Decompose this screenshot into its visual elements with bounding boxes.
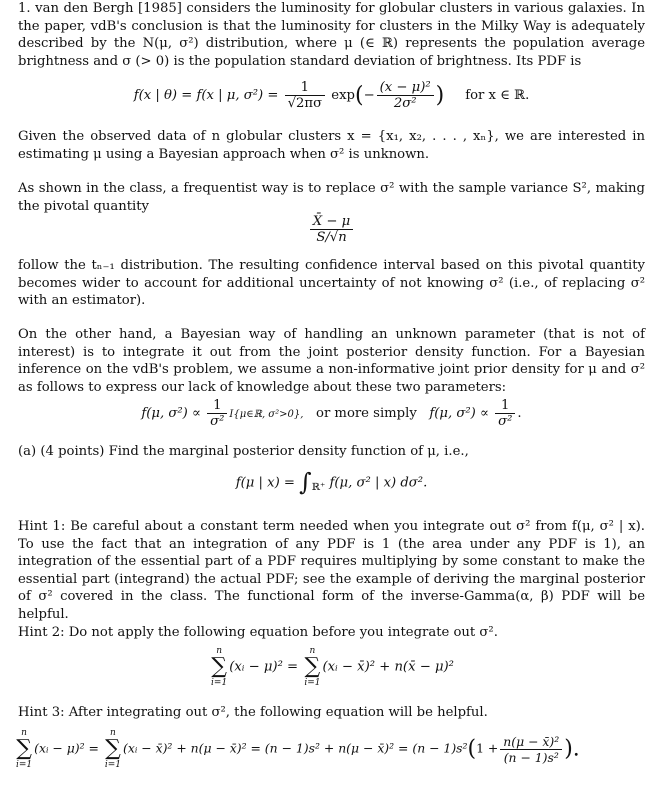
- frequentist-paragraph-2: follow the tₙ₋₁ distribution. The resulting confidence interval based on this pivotal quantity becomes wider to account for additional uncertainty of not knowing σ² (i.e., of replacing σ² with an estimator).: [18, 258, 645, 308]
- hint-3-text: Hint 3: After integrating out σ², the following equation will be helpful.: [18, 705, 488, 720]
- intro-paragraph: 1. van den Bergh [1985] considers the luminosity for globular clusters in various galaxies. In the paper, vdB's conclusion is that the luminosity for clusters in the Milky Way is adequately described by the N(μ, σ²) distribution, where μ (∈ ℝ) represents the population average brightness and σ (> 0) is the population standard deviation of brightness. Its PDF is: [18, 1, 645, 69]
- hint-2-text: Hint 2: Do not apply the following equation before you integrate out σ².: [18, 625, 498, 640]
- part-a-question: (a) (4 points) Find the marginal posterior density function of μ, i.e.,: [18, 444, 469, 459]
- pdf-equation: f(x | θ) = f(x | μ, σ²) = $\frac{1}{√2\pi\sigma}$ exp(− $\frac{\text{(x − μ)²}}{\text{2σ²}}$ ) for x ∈ ℝ.: [133, 80, 530, 111]
- pivotal-quantity: $\frac{X̄ - \mu}{S/√n}$: [0, 214, 663, 245]
- bayesian-paragraph: On the other hand, a Bayesian way of handling an unknown parameter (that is not of interest) is to integrate it out from the joint posterior density function. For a Bayesian inference on the vdB's problem, we assume a non-informative joint prior density for μ and σ² as follows to express our lack of knowledge about these two parameters:: [18, 327, 645, 395]
- exp-fraction: $\frac{\text{(x − μ)²}}{\text{2σ²}}$: [377, 80, 434, 111]
- hint-1: Hint 1: Be careful about a constant term needed when you integrate out σ² from f(μ, σ² | x). To use the fact that an integration of any PDF is 1 (the area under any PDF is 1), an integration of the essential part of a PDF requires multiplying by some constant to make the essential part (integrand) the actual PDF; see the example of deriving the marginal posterior of σ² covered in the class. The functional form of the inverse-Gamma(α, β) PDF will be helpful.: [18, 519, 645, 622]
- frequentist-paragraph: As shown in the class, a frequentist way is to replace σ² with the sample variance S², making the pivotal quantity: [18, 181, 645, 214]
- prior-equation: f(μ, σ²) ∝ $\frac{1}{\text{σ²}}$ I{μ∈ℝ, σ²>0}, or more simply f(μ, σ²) ∝ $\frac{1}{\text{σ²}}$ .: [141, 398, 522, 429]
- pdf-fraction: $\frac{1}{√2\pi\sigma}$: [285, 80, 325, 111]
- hint-2-equation: n ∑ i=1 (xᵢ − μ)² = n ∑ i=1 (xᵢ − x̄)² + n(x̄ − μ)²: [211, 646, 454, 688]
- given-paragraph: Given the observed data of n globular clusters x = {x₁, x₂, . . . , xₙ}, we are interested in estimating μ using a Bayesian approach when σ² is unknown.: [18, 129, 645, 162]
- marginal-equation: f(μ | $x) = \int_{ℝ^+}$ f(μ, σ² | x) dσ².: [235, 468, 428, 496]
- hint-3-equation: n ∑ i=1 (xᵢ − μ)² = n ∑ i=1 (xᵢ − x̄)² + n(μ − x̄)² = (n − 1)s² + n(μ − x̄)² = (n − 1)s²(1 + $\frac{\text{n(μ − x̄)²}}{\text{(n − 1)s²}}$ ).: [16, 728, 580, 770]
